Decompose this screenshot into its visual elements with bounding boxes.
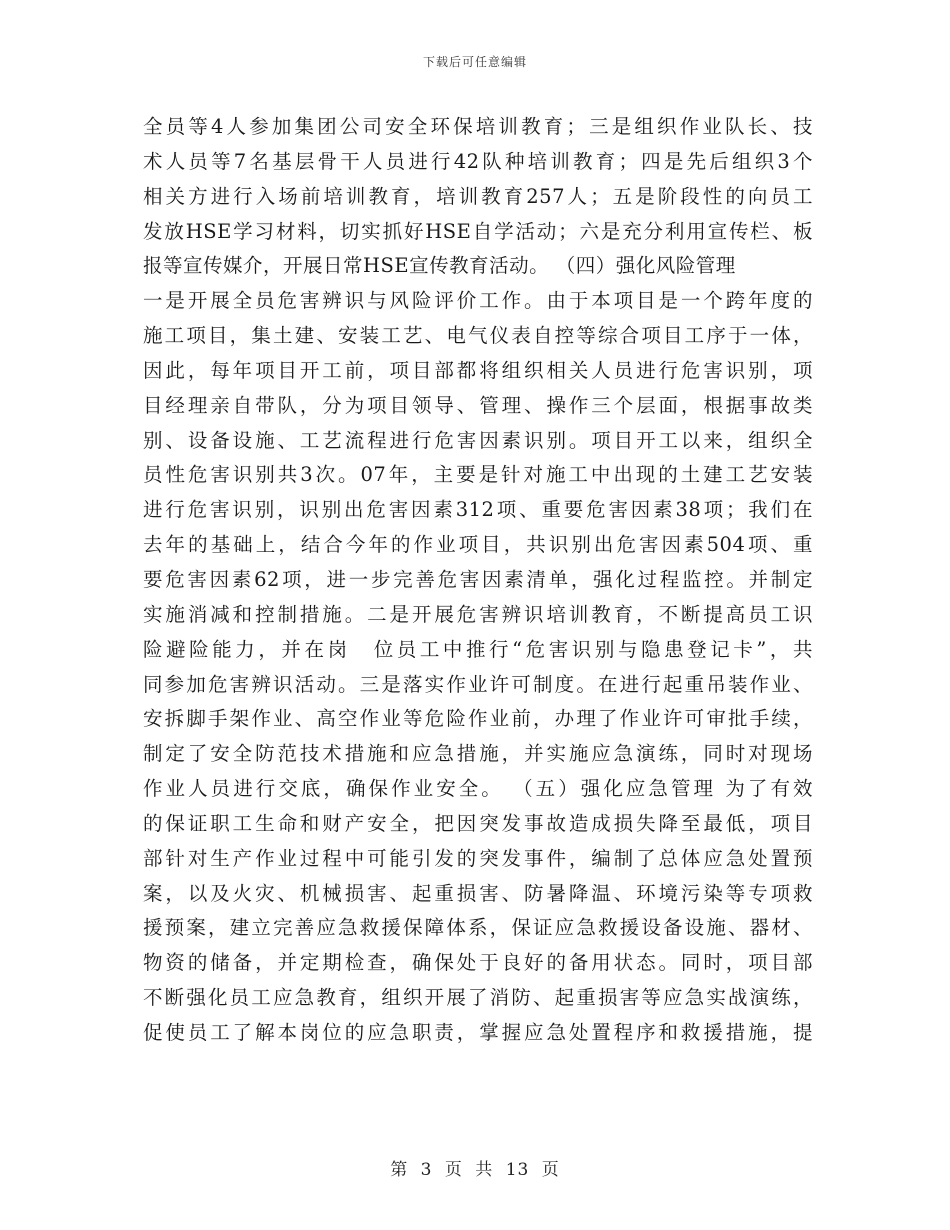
text-line: 相关方进行入场前培训教育，培训教育257人；五是阶段性的向员工 bbox=[143, 184, 813, 208]
text-line: 要危害因素62项，进一步完善危害因素清单，强化过程监控。并制定 bbox=[143, 567, 813, 591]
text-line: 别、设备设施、工艺流程进行危害因素识别。项目开工以来，组织全 bbox=[143, 428, 813, 452]
text-line: 同参加危害辨识活动。三是落实作业许可制度。在进行起重吊装作业、 bbox=[143, 672, 813, 696]
text-line: 援预案，建立完善应急救援保障体系，保证应急救援设备设施、器材、 bbox=[143, 916, 813, 940]
body-text bbox=[143, 110, 813, 1051]
page-number-footer: 第 3 页 共 13 页 bbox=[390, 1160, 560, 1180]
text-line: 去年的基础上，结合今年的作业项目，共识别出危害因素504项、重 bbox=[143, 533, 813, 557]
text-line: 安拆脚手架作业、高空作业等危险作业前，办理了作业许可审批手续， bbox=[143, 707, 813, 731]
text-line: 的保证职工生命和财产安全，把因突发事故造成损失降至最低，项目 bbox=[143, 811, 813, 835]
text-line: 全员等4人参加集团公司安全环保培训教育；三是组织作业队长、技 bbox=[143, 115, 813, 138]
text-line: 发放HSE学习材料，切实抓好HSE自学活动；六是充分利用宣传栏、板 bbox=[143, 219, 813, 243]
text-line: 案，以及火灾、机械损害、起重损害、防暑降温、环境污染等专项救 bbox=[143, 881, 813, 905]
text-line: 促使员工了解本岗位的应急职责，掌握应急处置程序和救援措施，提 bbox=[143, 1020, 813, 1044]
text-line: 报等宣传媒介，开展日常HSE宣传教育活动。 （四）强化风险管理 bbox=[143, 254, 736, 278]
text-line: 物资的储备，并定期检查，确保处于良好的备用状态。同时，项目部 bbox=[143, 951, 813, 975]
text-line: 员性危害识别共3次。07年，主要是针对施工中出现的土建工艺安装 bbox=[143, 463, 813, 487]
text-line: 术人员等7名基层骨干人员进行42队种培训教育；四是先后组织3个 bbox=[143, 149, 813, 173]
page-header: 下载后可任意编辑 bbox=[422, 55, 527, 69]
text-line: 制定了安全防范技术措施和应急措施，并实施应急演练，同时对现场 bbox=[143, 742, 813, 766]
text-line: 一是开展全员危害辨识与风险评价工作。由于本项目是一个跨年度的 bbox=[143, 289, 813, 313]
text-line: 因此，每年项目开工前，项目部都将组织相关人员进行危害识别，项 bbox=[143, 358, 813, 382]
text-line: 作业人员进行交底，确保作业安全。 （五）强化应急管理 为了有效 bbox=[143, 777, 813, 801]
text-line: 险避险能力，并在岗 位员工中推行“危害识别与隐患登记卡”，共 bbox=[143, 637, 813, 661]
text-line: 进行危害识别，识别出危害因素312项、重要危害因素38项；我们在 bbox=[143, 498, 813, 522]
text-line: 实施消减和控制措施。二是开展危害辨识培训教育，不断提高员工识 bbox=[143, 602, 813, 626]
text-line: 施工项目，集土建、安装工艺、电气仪表自控等综合项目工序于一体， bbox=[143, 324, 813, 348]
text-line: 不断强化员工应急教育，组织开展了消防、起重损害等应急实战演练， bbox=[143, 986, 813, 1010]
text-line: 部针对生产作业过程中可能引发的突发事件，编制了总体应急处置预 bbox=[143, 846, 813, 870]
text-line: 目经理亲自带队，分为项目领导、管理、操作三个层面，根据事故类 bbox=[143, 393, 813, 417]
